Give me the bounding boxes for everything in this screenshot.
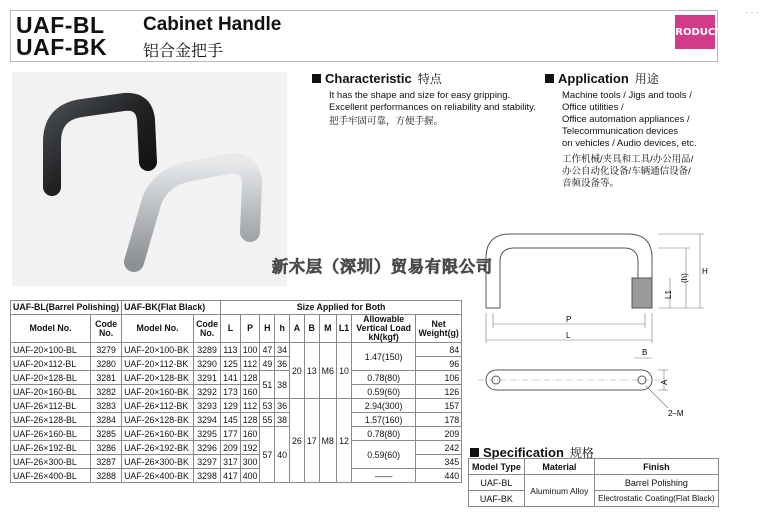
col-load: Allowable Vertical Load kN(kgf) [352,315,416,343]
cell-p: 128 [240,413,260,427]
cell-l: 209 [221,441,241,455]
dots-icon: · · · [745,7,759,17]
cell-l: 125 [221,357,241,371]
cell-model-bl: UAF-26×160-BL [11,427,91,441]
cell-code-bl: 3279 [91,343,122,357]
group-header-size: Size Applied for Both [221,301,462,315]
cell-code-bk: 3290 [194,357,221,371]
cell-l: 173 [221,385,241,399]
dimension-drawing [468,218,718,440]
cell-weight: 178 [416,413,462,427]
col-p: P [240,315,260,343]
cell-l: 417 [221,469,241,483]
col-weight: Net Weight(g) [416,315,462,343]
table-row [11,385,462,399]
col-code: Code No. [194,315,221,343]
spec-col-model: Model Type [469,459,525,475]
cell-code-bk: 3298 [194,469,221,483]
square-bullet-icon [470,448,479,457]
cell-code-bl: 3284 [91,413,122,427]
col-m: M [319,315,336,343]
col-l: L [221,315,241,343]
square-bullet-icon [312,74,321,83]
cell-p: 400 [240,469,260,483]
cell-code-bk: 3295 [194,427,221,441]
cell-model-bl: UAF-20×112-BL [11,357,91,371]
cell-b: 17 [304,399,319,483]
spec-cell-finish: Electrostatic Coating(Flat Black) [594,491,718,507]
cell-load: 0.59(60) [352,385,416,399]
cell-l: 141 [221,371,241,385]
group-header-bk: UAF-BK(Flat Black) [122,301,221,315]
cell-m: M8 [319,399,336,483]
spec-col-finish: Finish [594,459,718,475]
cell-code-bk: 3289 [194,343,221,357]
cell-code-bl: 3280 [91,357,122,371]
cell-code-bk: 3291 [194,371,221,385]
cell-model-bk: UAF-26×300-BK [122,455,194,469]
cell-weight: 440 [416,469,462,483]
cell-p: 160 [240,427,260,441]
cell-l1: 10 [336,343,351,399]
cell-model-bl: UAF-20×160-BL [11,385,91,399]
cell-a: 20 [290,343,305,399]
cell-model-bk: UAF-20×160-BK [122,385,194,399]
spec-cell-material: Aluminum Alloy [524,475,594,507]
cell-model-bk: UAF-26×400-BK [122,469,194,483]
cell-model-bk: UAF-20×112-BK [122,357,194,371]
col-h-upper: H [260,315,275,343]
cell-h-lower: 36 [275,399,290,413]
cell-p: 112 [240,399,260,413]
cell-code-bl: 3283 [91,399,122,413]
dim-label-h-upper: H [702,267,708,276]
application-heading: Application 用途 [545,70,659,87]
cell-p: 128 [240,371,260,385]
col-model: Model No. [122,315,194,343]
cell-l: 317 [221,455,241,469]
spec-cell-model: UAF-BL [469,475,525,491]
cell-m: M6 [319,343,336,399]
cell-b: 13 [304,343,319,399]
header-box [10,10,718,62]
cell-l: 177 [221,427,241,441]
col-a: A [290,315,305,343]
dim-label-p: P [566,315,572,324]
cell-p: 192 [240,441,260,455]
square-bullet-icon [545,74,554,83]
cell-h-upper: 53 [260,399,275,413]
dim-label-a: A [660,379,669,385]
cell-l1: 12 [336,399,351,483]
col-code: Code No. [91,315,122,343]
cell-l: 145 [221,413,241,427]
cell-code-bk: 3297 [194,455,221,469]
cell-p: 112 [240,357,260,371]
cell-model-bl: UAF-20×128-BL [11,371,91,385]
cell-p: 100 [240,343,260,357]
cell-weight: 157 [416,399,462,413]
cell-model-bk: UAF-26×160-BK [122,427,194,441]
cell-weight: 106 [416,371,462,385]
cell-weight: 209 [416,427,462,441]
cell-weight: 242 [416,441,462,455]
size-table [10,300,462,483]
cell-a: 26 [290,399,305,483]
cell-model-bk: UAF-20×100-BK [122,343,194,357]
cell-h-lower: 36 [275,357,290,371]
cell-h-lower: 38 [275,413,290,427]
table-row [11,413,462,427]
cell-h-upper: 57 [260,427,275,483]
table-row [11,427,462,441]
cell-model-bk: UAF-26×128-BK [122,413,194,427]
dim-label-b: B [642,348,648,357]
product-photo [12,72,287,286]
page-title-cn: 铝合金把手 [143,43,224,60]
cell-load: —— [352,469,416,483]
cell-model-bl: UAF-26×112-BL [11,399,91,413]
cell-l: 129 [221,399,241,413]
cell-load: 1.47(150) [352,343,416,371]
table-row [11,441,462,455]
specification-heading: Specification 规格 [470,444,594,461]
cell-code-bl: 3282 [91,385,122,399]
cell-weight: 345 [416,455,462,469]
cell-model-bk: UAF-26×112-BK [122,399,194,413]
cell-h-upper: 55 [260,413,275,427]
table-row [11,343,462,357]
cell-model-bk: UAF-20×128-BK [122,371,194,385]
model-code-bl: UAF-BL [16,12,105,38]
cell-code-bl: 3287 [91,455,122,469]
table-row [11,399,462,413]
cell-code-bk: 3293 [194,399,221,413]
cell-h-upper: 47 [260,343,275,357]
spec-col-material: Material [524,459,594,475]
cell-model-bl: UAF-26×400-BL [11,469,91,483]
cell-h-lower: 40 [275,427,290,483]
model-code-bk: UAF-BK [16,34,108,60]
characteristic-text: It has the shape and size for easy gripping. Excellent performances on reliability and stability. 把手牢固可靠，方便手握。 [329,90,536,127]
table-row [469,475,719,491]
table-row [11,469,462,483]
dim-label-l: L [566,331,571,340]
col-b: B [304,315,319,343]
cell-p: 300 [240,455,260,469]
cell-code-bl: 3286 [91,441,122,455]
cell-code-bl: 3281 [91,371,122,385]
cell-load: 0.78(80) [352,427,416,441]
dim-label-holes: 2–M [668,409,684,418]
cell-load: 0.78(80) [352,371,416,385]
cell-h-upper: 49 [260,357,275,371]
col-h-lower: h [275,315,290,343]
dim-label-l1: L1 [664,290,673,299]
cell-l: 113 [221,343,241,357]
cell-model-bl: UAF-26×128-BL [11,413,91,427]
cell-code-bk: 3294 [194,413,221,427]
cell-model-bl: UAF-26×192-BL [11,441,91,455]
col-l1: L1 [336,315,351,343]
characteristic-heading: Characteristic 特点 [312,70,442,87]
spec-cell-finish: Barrel Polishing [594,475,718,491]
company-watermark: 新木层（深圳）贸易有限公司 [272,257,494,276]
product-badge: PRODUCT [675,15,715,49]
cell-p: 160 [240,385,260,399]
col-model: Model No. [11,315,91,343]
cell-weight: 96 [416,357,462,371]
specification-table [468,458,719,507]
cell-weight: 84 [416,343,462,357]
cell-h-lower: 34 [275,343,290,357]
cell-code-bl: 3285 [91,427,122,441]
cell-code-bk: 3296 [194,441,221,455]
page-title: Cabinet Handle [143,14,282,35]
cell-model-bl: UAF-20×100-BL [11,343,91,357]
table-row [11,371,462,385]
table-row [469,491,719,507]
group-header-bl: UAF-BL(Barrel Polishing) [11,301,122,315]
application-text: Machine tools / Jigs and tools / Office utilities / Office automation appliances / Telecommunication devices on vehicles / Audio devices, etc. 工作机械/夹具和工具/办公用品/ 办公自动化设备/车辆通信设备/ 音频设备等。 [562,90,697,189]
spec-cell-model: UAF-BK [469,491,525,507]
cell-h-upper: 51 [260,371,275,399]
cell-load: 0.59(60) [352,441,416,469]
cell-h-lower: 38 [275,371,290,399]
cell-code-bl: 3288 [91,469,122,483]
cell-load: 1.57(160) [352,413,416,427]
dim-label-h-lower: (h) [680,273,689,283]
cell-load: 2.94(300) [352,399,416,413]
cell-code-bk: 3292 [194,385,221,399]
cell-model-bl: UAF-26×300-BL [11,455,91,469]
cell-model-bk: UAF-26×192-BK [122,441,194,455]
cell-weight: 126 [416,385,462,399]
